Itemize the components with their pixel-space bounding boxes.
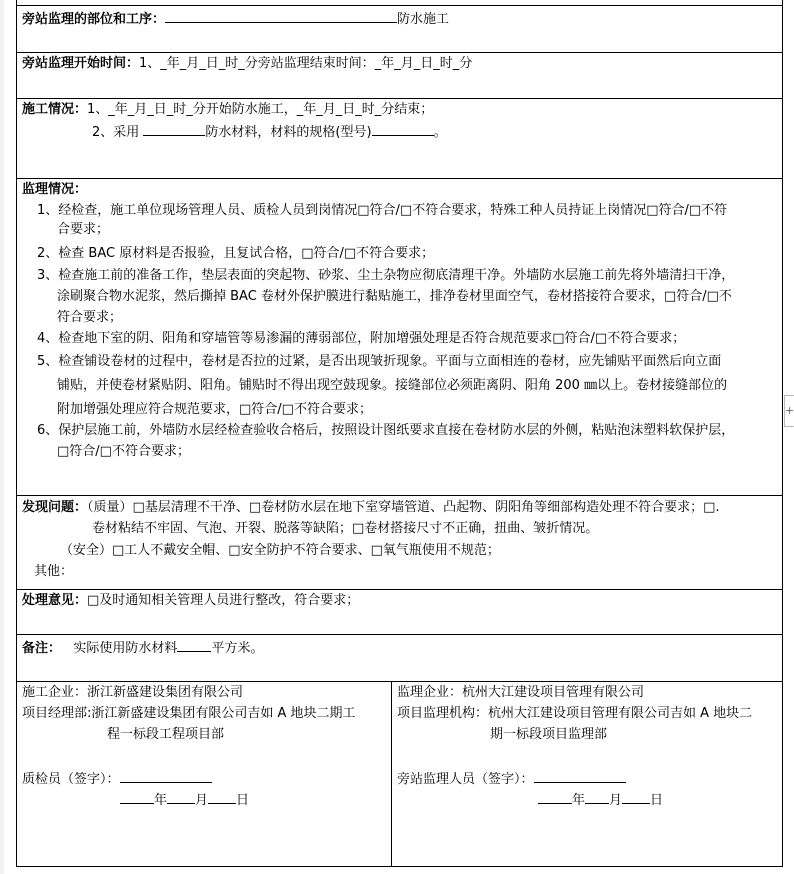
day-blank[interactable] — [208, 789, 236, 804]
page-margin — [0, 0, 4, 874]
quality-line2: 卷材粘结不牢固、气泡、开裂、脱落等缺陷；□卷材搭接尺寸不正确，扭曲、皱折情况。 — [92, 521, 599, 536]
problems-row — [22, 499, 720, 517]
remark-row — [22, 637, 263, 658]
row-divider — [16, 178, 783, 179]
supervision-item-3-cont2: 符合要求； — [57, 310, 123, 325]
remark-unit: 平方米。 — [211, 641, 264, 656]
supervision-item-3-cont: 涂刷聚合物水泥浆，然后撕掉 BAC 卷材外保护膜进行黏贴施工，排净卷材里面空气，卷材搭接符合要求，□符合/□不 — [57, 289, 732, 304]
column-divider — [391, 681, 392, 867]
supervision-item-4: 4、检查地下室的阴、阳角和穿墙管等易渗漏的薄弱部位，附加增强处理是否符合规范要求□符合/□不符合要求； — [37, 331, 686, 346]
supervision-item-2: 2、检查 BAC 原材料是否报验，且复试合格，□符合/□不符合要求； — [37, 246, 435, 261]
time-text: 1、_年_月_日_时_分旁站监理结束时间：_年_月_日_时_分 — [139, 56, 473, 71]
year-label: 年 — [572, 793, 586, 808]
inspector-label: 质检员（签字）： — [22, 772, 120, 787]
left-date — [120, 789, 249, 810]
part-row — [22, 8, 449, 29]
part-blank[interactable] — [165, 8, 397, 23]
construction-label: 施工情况： — [22, 102, 88, 117]
time-label: 旁站监理开始时间： — [22, 56, 140, 71]
quality-line1: □基层清理不干净、□卷材防水层在地下室穿墙管道、凸起物、阴阳角等细部构造处理不符合要求；□. — [132, 500, 720, 515]
supervision-item-1-cont: 合要求； — [57, 222, 110, 237]
part-label: 旁站监理的部位和工序： — [22, 12, 166, 27]
row-divider — [16, 681, 783, 682]
supervision-item-1: 1、经检查，施工单位现场管理人员、质检人员到岗情况□符合/□不符合要求，特殊工种人员持证上岗情况□符合/□不符 — [37, 203, 728, 218]
supervisor-sign-row — [397, 768, 626, 789]
line2-prefix: 2、采用 — [92, 125, 140, 140]
opinion-label: 处理意见： — [22, 593, 88, 608]
material-blank[interactable] — [143, 121, 205, 136]
construction-line2 — [92, 121, 447, 142]
construction-row — [22, 101, 433, 119]
day-label: 日 — [650, 793, 664, 808]
supervision-dept-line2: 期一标段项目监理部 — [490, 727, 608, 742]
row-divider — [16, 98, 783, 99]
supervision-item-6: 6、保护层施工前，外墙防水层经检查验收合格后，按照设计图纸要求直接在卷材防水层的外侧，粘贴泡沫塑料软保护层， — [37, 423, 735, 438]
supervision-item-5-cont2: 附加增强处理应符合规范要求，□符合/□不符合要求； — [57, 402, 372, 417]
month-label: 月 — [609, 793, 623, 808]
supervision-dept-line1: 项目监理机构：杭州大江建设项目管理有限公司吉如 A 地块二 — [397, 706, 753, 721]
supervision-item-3: 3、检查施工前的准备工作，垫层表面的突起物、砂浆、尘土杂物应彻底清理干净。外墙防水层施工前先将外墙清扫干净， — [37, 268, 735, 283]
safety-label: （安全） — [60, 543, 113, 558]
opinion-text: □及时通知相关管理人员进行整改，符合要求； — [87, 593, 360, 608]
year-label: 年 — [154, 793, 168, 808]
supervision-item-5-cont: 铺贴，并使卷材紧贴阴、阳角。铺贴时不得出现空鼓现象。接缝部位必须距离阴、阳角 200 ㎜以上。卷材接缝部位的 — [57, 378, 728, 393]
month-blank[interactable] — [167, 789, 195, 804]
part-value: 防水施工 — [397, 12, 450, 27]
supervisor-signature-field[interactable] — [534, 768, 626, 783]
supervision-label: 监理情况： — [22, 182, 88, 197]
safety-row — [60, 542, 500, 560]
year-blank[interactable] — [120, 789, 154, 804]
line2-mid: 防水材料，材料的规格(型号) — [205, 125, 372, 140]
construction-company: 施工企业：浙江新盛建设集团有限公司 — [22, 685, 244, 700]
day-label: 日 — [236, 793, 250, 808]
remark-label: 备注： — [22, 641, 62, 656]
problems-label: 发现问题： — [22, 500, 88, 515]
remark-text: 实际使用防水材料 — [73, 641, 178, 656]
quality-label: （质量） — [87, 500, 133, 515]
row-divider — [16, 52, 783, 53]
month-blank[interactable] — [585, 789, 609, 804]
supervision-item-5: 5、检查铺设卷材的过程中，卷材是否拉的过紧，是否出现皱折现象。平面与立面相连的卷材，应先铺贴平面然后向立面 — [37, 354, 722, 369]
project-dept-line2: 程一标段工程项目部 — [107, 727, 225, 742]
year-blank[interactable] — [538, 789, 572, 804]
time-row — [22, 55, 472, 73]
spec-blank[interactable] — [372, 121, 434, 136]
supervisor-label: 旁站监理人员（签字）： — [397, 772, 534, 787]
right-date — [538, 789, 663, 810]
supervision-item-6-cont: □符合/□不符合要求； — [57, 444, 190, 459]
other-label: 其他： — [34, 564, 74, 579]
row-divider — [16, 5, 783, 6]
plus-icon[interactable]: + — [784, 395, 794, 427]
row-divider — [16, 634, 783, 635]
safety-line: □工人不戴安全帽、□安全防护不符合要求、□氧气瓶使用不规范； — [112, 543, 500, 558]
row-divider — [16, 589, 783, 590]
inspector-signature-field[interactable] — [120, 768, 212, 783]
construction-line1: 1、_年_月_日_时_分开始防水施工，_年_月_日_时_分结束； — [87, 102, 434, 117]
row-divider — [16, 495, 783, 496]
supervision-company: 监理企业：杭州大江建设项目管理有限公司 — [397, 685, 645, 700]
project-dept-line1: 项目经理部:浙江新盛建设集团有限公司吉如 A 地块二期工 — [22, 706, 356, 721]
inspector-sign-row — [22, 768, 212, 789]
opinion-row — [22, 592, 359, 610]
line2-end: 。 — [433, 125, 447, 140]
month-label: 月 — [195, 793, 209, 808]
area-blank[interactable] — [177, 637, 211, 652]
day-blank[interactable] — [622, 789, 650, 804]
